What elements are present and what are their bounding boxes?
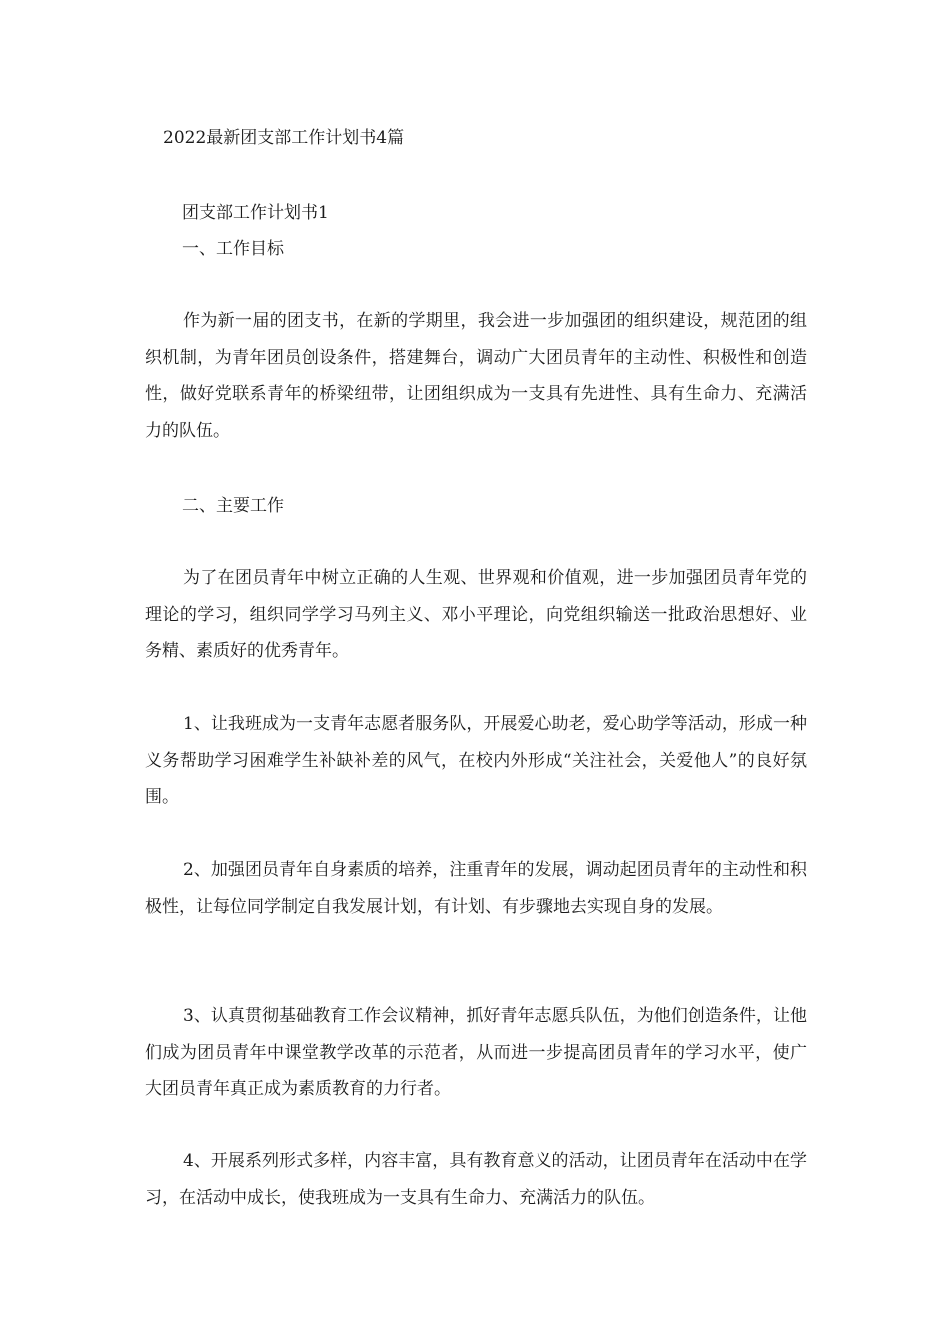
part-one-paragraph: 作为新一届的团支书，在新的学期里，我会进一步加强团的组织建设，规范团的组织机制，为青年团员创设条件，搭建舞台，调动广大团员青年的主动性、积极性和创造性，做好党联系青年的桥梁纽带，让团组织成为一支具有先进性、具有生命力、充满活力的队伍。 (145, 311, 807, 441)
part-two-heading: 二、主要工作 (182, 496, 284, 516)
work-item-2: 2、加强团员青年自身素质的培养，注重青年的发展，调动起团员青年的主动性和积极性，让每位同学制定自我发展计划，有计划、有步骤地去实现自身的发展。 (145, 860, 807, 917)
part-one-heading: 一、工作目标 (182, 239, 284, 259)
work-item-3: 3、认真贯彻基础教育工作会议精神，抓好青年志愿兵队伍，为他们创造条件，让他们成为团员青年中课堂教学改革的示范者，从而进一步提高团员青年的学习水平，使广大团员青年真正成为素质教育的力行者。 (145, 1006, 807, 1099)
document-title: 2022最新团支部工作计划书4篇 (163, 128, 405, 148)
section-heading: 团支部工作计划书1 (182, 203, 329, 223)
work-item-1: 1、让我班成为一支青年志愿者服务队，开展爱心助老，爱心助学等活动，形成一种义务帮助学习困难学生补缺补差的风气，在校内外形成“关注社会，关爱他人”的良好氛围。 (145, 714, 807, 807)
work-item-4: 4、开展系列形式多样，内容丰富，具有教育意义的活动，让团员青年在活动中在学习，在活动中成长，使我班成为一支具有生命力、充满活力的队伍。 (145, 1151, 807, 1208)
part-two-intro-paragraph: 为了在团员青年中树立正确的人生观、世界观和价值观，进一步加强团员青年党的理论的学习，组织同学学习马列主义、邓小平理论，向党组织输送一批政治思想好、业务精、素质好的优秀青年。 (145, 568, 807, 661)
